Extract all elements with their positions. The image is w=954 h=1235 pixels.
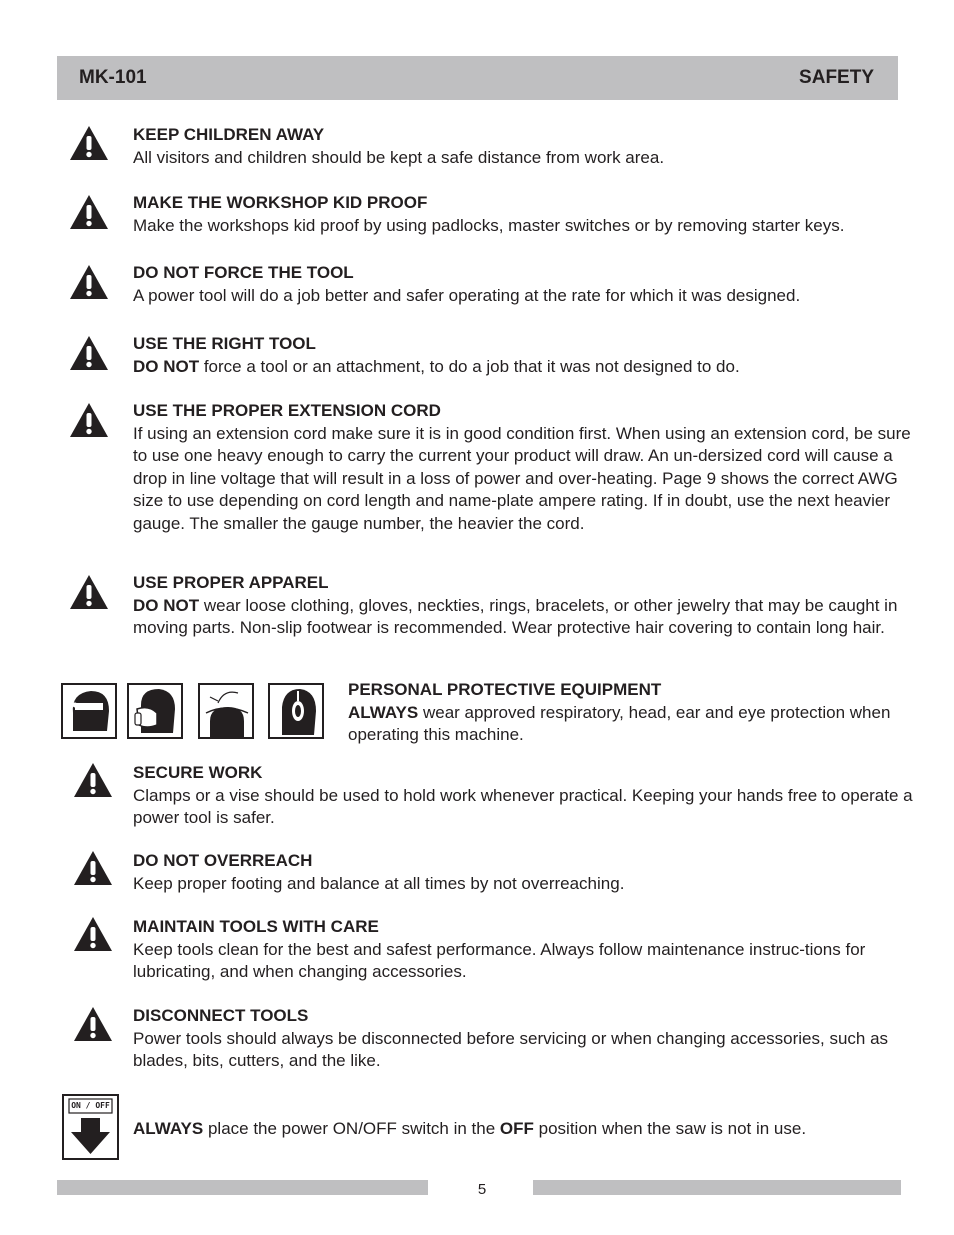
note-bold: OFF xyxy=(499,1119,534,1138)
item-body: Make the workshops kid proof by using padlocks, master switches or by removing starter keys. xyxy=(133,215,845,235)
safety-item-right-tool xyxy=(133,333,913,378)
warning-icon xyxy=(69,402,109,438)
footer-bar-left xyxy=(57,1180,428,1195)
note-mid: place the power ON/OFF switch in the xyxy=(203,1119,500,1138)
hard-hat-icon xyxy=(198,683,254,739)
item-title: DISCONNECT TOOLS xyxy=(133,1006,309,1025)
note-tail: position when the saw is not in use. xyxy=(533,1119,807,1138)
safety-item-disconnect xyxy=(133,1005,913,1073)
footer-bar-right xyxy=(533,1180,901,1195)
item-body: Keep proper footing and balance at all times by not overreaching. xyxy=(133,873,625,893)
warning-icon xyxy=(69,194,109,230)
item-title: DO NOT FORCE THE TOOL xyxy=(133,263,354,282)
safety-item-maintain-tools xyxy=(133,916,913,984)
face-shield-icon xyxy=(61,683,117,739)
item-body: A power tool will do a job better and safer operating at the rate for which it was designed. xyxy=(133,285,801,305)
warning-icon xyxy=(69,125,109,161)
item-title: MAINTAIN TOOLS WITH CARE xyxy=(133,917,379,936)
respirator-icon xyxy=(127,683,183,739)
safety-item-extension-cord xyxy=(133,400,913,536)
power-switch-off-icon xyxy=(62,1094,119,1160)
item-body: force a tool or an attachment, to do a job that it was not designed to do. xyxy=(199,356,740,376)
item-lead: DO NOT xyxy=(133,595,200,615)
page-header xyxy=(57,56,898,100)
item-title: USE THE RIGHT TOOL xyxy=(133,334,316,353)
power-switch-note xyxy=(133,1118,913,1141)
safety-item-secure-work xyxy=(133,762,913,830)
item-title: SECURE WORK xyxy=(133,763,263,782)
item-lead: ALWAYS xyxy=(348,702,419,722)
warning-icon xyxy=(69,574,109,610)
item-title: PERSONAL PROTECTIVE EQUIPMENT xyxy=(348,680,662,699)
item-title: USE PROPER APPAREL xyxy=(133,573,329,592)
item-body: If using an extension cord make sure it is in good condition first. When using an extension cord, be sure to use one heavy enough to carry the current your product will draw. An un-dersized cord will cause a drop in line voltage that will result in a loss of power and over-heating. Page 9 shows the correct AWG size to use depending on cord length and name-plate ampere rating. If in doubt, use the next heavier gauge. The smaller the gauge number, the heavier the cord. xyxy=(133,423,911,533)
warning-icon xyxy=(69,335,109,371)
item-body: All visitors and children should be kept a safe distance from work area. xyxy=(133,147,665,167)
item-title: KEEP CHILDREN AWAY xyxy=(133,125,325,144)
warning-icon xyxy=(73,850,113,886)
item-title: USE THE PROPER EXTENSION CORD xyxy=(133,401,441,420)
item-title: MAKE THE WORKSHOP KID PROOF xyxy=(133,193,428,212)
safety-item-overreach xyxy=(133,850,913,895)
item-body: Clamps or a vise should be used to hold work whenever practical. Keeping your hands free to operate a power tool is safer. xyxy=(133,785,913,828)
item-body: wear approved respiratory, head, ear and eye protection when operating this machine. xyxy=(348,702,891,745)
safety-item-keep-children-away xyxy=(133,124,913,169)
item-lead: DO NOT xyxy=(133,356,200,376)
warning-icon xyxy=(73,762,113,798)
warning-icon xyxy=(73,1006,113,1042)
warning-icon xyxy=(69,264,109,300)
safety-item-do-not-force xyxy=(133,262,913,307)
item-body: wear loose clothing, gloves, neckties, rings, bracelets, or other jewelry that may be caught in moving parts. Non-slip footwear is recommended. Wear protective hair covering to contain long hair. xyxy=(133,595,898,638)
warning-icon xyxy=(73,916,113,952)
safety-item-kid-proof xyxy=(133,192,913,237)
note-lead: ALWAYS xyxy=(133,1119,204,1138)
model-number: MK-101 xyxy=(79,67,147,88)
page-number: 5 xyxy=(477,1181,487,1198)
switch-label: ON / OFF xyxy=(71,1101,110,1110)
item-body: Power tools should always be disconnected before servicing or when changing accessories, such as blades, bits, cutters, and the like. xyxy=(133,1028,889,1071)
ear-protection-icon xyxy=(268,683,324,739)
safety-item-apparel xyxy=(133,572,913,640)
item-body: Keep tools clean for the best and safest performance. Always follow maintenance instruc-tions for lubricating, and when changing accessories. xyxy=(133,939,866,982)
section-title: SAFETY xyxy=(799,67,874,88)
item-title: DO NOT OVERREACH xyxy=(133,851,313,870)
safety-item-ppe xyxy=(348,679,908,747)
